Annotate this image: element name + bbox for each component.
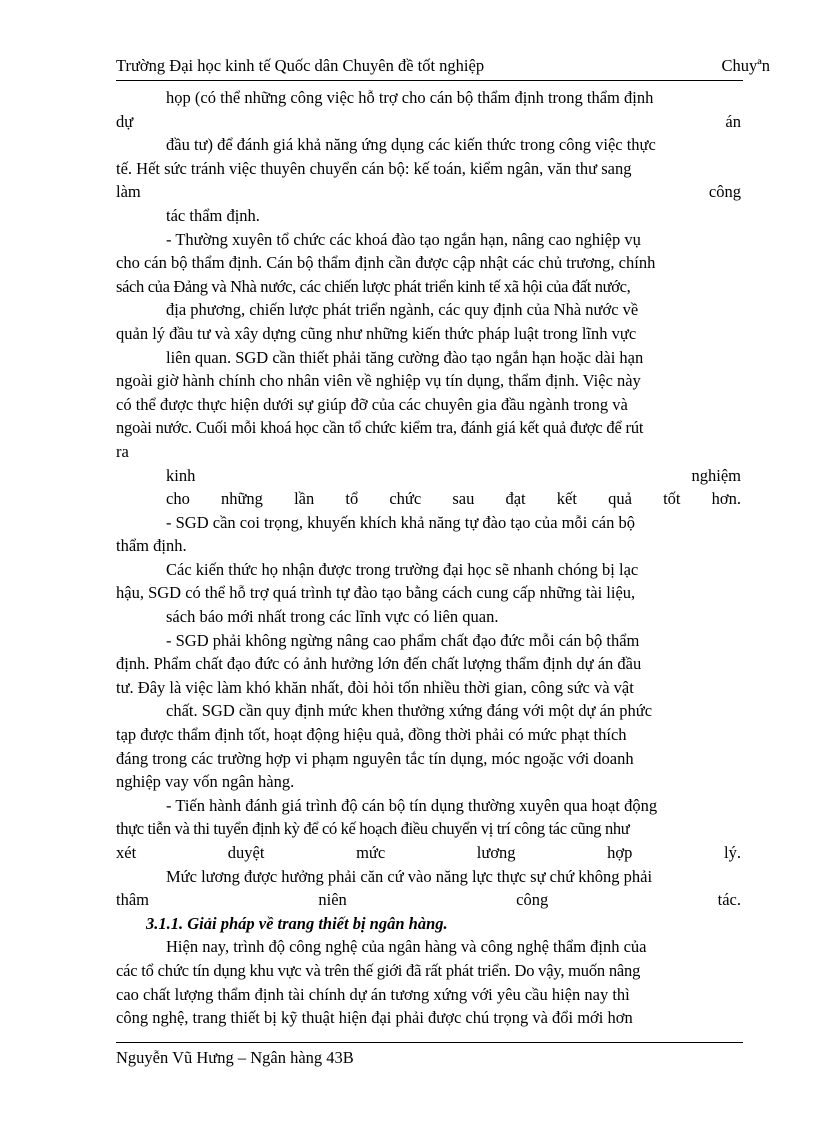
body-line: ra	[116, 441, 129, 461]
body-line: nghiệp vay vốn ngân hàng.	[116, 772, 295, 792]
body-line: - SGD phải không ngừng nâng cao phẩm chất đạo đức mỗi cán bộ thẩm	[166, 630, 640, 650]
body-line: Hiện nay, trình độ công nghệ của ngân hàng và công nghệ thẩm định của	[166, 937, 647, 957]
body-line: quản lý đầu tư và xây dựng cũng như những kiến thức pháp luật trong lĩnh vực	[116, 323, 637, 343]
body-line: dự án	[116, 111, 741, 131]
body-line: công nghệ, trang thiết bị kỹ thuật hiện đại phải được chú trọng và đổi mới hơn	[116, 1008, 633, 1028]
body-line: địa phương, chiến lược phát triển ngành, các quy định của Nhà nước về	[166, 300, 639, 320]
body-line: tạp được thẩm định tốt, hoạt động hiệu quả, đồng thời phải có mức phạt thích	[116, 725, 627, 745]
body-line: các tổ chức tín dụng khu vực và trên thế giới đã rất phát triển. Do vậy, muốn nâng	[116, 960, 641, 980]
body-line: cho những lần tổ chức sau đạt kết quả tốt hơn.	[166, 489, 741, 509]
body-line: thực tiễn và thi tuyển định kỳ để có kế hoạch điều chuyển vị trí công tác cũng như	[116, 819, 630, 839]
body-line: thẩm định.	[116, 536, 187, 556]
body-line: sách của Đảng và Nhà nước, các chiến lược phát triển kinh tế xã hội của đất nước,	[116, 276, 631, 296]
header-right-label: Chuyªn	[721, 56, 770, 75]
body-line: - SGD cần coi trọng, khuyến khích khả năng tự đào tạo của mỗi cán bộ	[166, 512, 635, 532]
body-line: đáng trong các trường hợp vi phạm nguyên tắc tín dụng, móc ngoặc với doanh	[116, 748, 634, 768]
body-line: tế. Hết sức tránh việc thuyên chuyển cán bộ: kế toán, kiểm ngân, văn thư sang	[116, 158, 632, 178]
body-line: sách báo mới nhất trong các lĩnh vực có liên quan.	[166, 607, 499, 627]
body-line: - Tiến hành đánh giá trình độ cán bộ tín dụng thường xuyên qua hoạt động	[166, 795, 658, 815]
body-line: có thể được thực hiện dưới sự giúp đỡ của các chuyên gia đầu ngành trong và	[116, 394, 628, 414]
body-line: tác thẩm định.	[166, 205, 260, 225]
body-line: cao chất lượng thẩm định tài chính dự án tương xứng với yêu cầu hiện nay thì	[116, 984, 630, 1004]
body-line: kinh nghiệm	[166, 465, 741, 485]
body-line: ngoài nước. Cuối mỗi khoá học cần tổ chức kiểm tra, đánh giá kết quả được để rút	[116, 418, 644, 438]
body-line: hậu, SGD có thể hỗ trợ quá trình tự đào tạo bằng cách cung cấp những tài liệu,	[116, 583, 636, 603]
body-line: - Thường xuyên tổ chức các khoá đào tạo ngắn hạn, nâng cao nghiệp vụ	[166, 229, 641, 249]
header-title: Trường Đại học kinh tế Quốc dân Chuyên đề tốt nghiệp	[116, 56, 485, 75]
document-body	[116, 86, 741, 1030]
body-line: Các kiến thức họ nhận được trong trường đại học sẽ nhanh chóng bị lạc	[166, 559, 639, 579]
page-header	[116, 56, 770, 80]
body-line: cho cán bộ thẩm định. Cán bộ thẩm định cần được cập nhật các chủ trương, chính	[116, 253, 656, 273]
footer-divider	[116, 1042, 743, 1043]
body-line: đầu tư) để đánh giá khả năng ứng dụng các kiến thức trong công việc thực	[166, 135, 656, 155]
body-line: tư. Đây là việc làm khó khăn nhất, đòi hỏi tốn nhiều thời gian, công sức và vật	[116, 677, 634, 697]
body-line: họp (có thể những công việc hỗ trợ cho cán bộ thẩm định trong thẩm định	[166, 88, 654, 107]
section-heading: 3.1.1. Giải pháp về trang thiết bị ngân hàng.	[146, 913, 448, 933]
page-footer: Nguyễn Vũ Hưng – Ngân hàng 43B	[116, 1048, 354, 1067]
body-line: thâm niên công tác.	[116, 890, 741, 910]
body-line: làm công	[116, 182, 741, 202]
body-line: liên quan. SGD cần thiết phải tăng cường đào tạo ngắn hạn hoặc dài hạn	[166, 347, 644, 367]
body-line: định. Phẩm chất đạo đức có ảnh hưởng lớn đến chất lượng thẩm định dự án đầu	[116, 654, 642, 674]
header-divider	[116, 80, 743, 81]
body-line: xét duyệt mức lương hợp lý.	[116, 843, 741, 862]
body-line: chất. SGD cần quy định mức khen thưởng xứng đáng với một dự án phức	[166, 701, 653, 721]
body-line: Mức lương được hưởng phải căn cứ vào năng lực thực sự chứ không phải	[166, 866, 653, 886]
body-line: ngoài giờ hành chính cho nhân viên về nghiệp vụ tín dụng, thẩm định. Việc này	[116, 371, 641, 391]
